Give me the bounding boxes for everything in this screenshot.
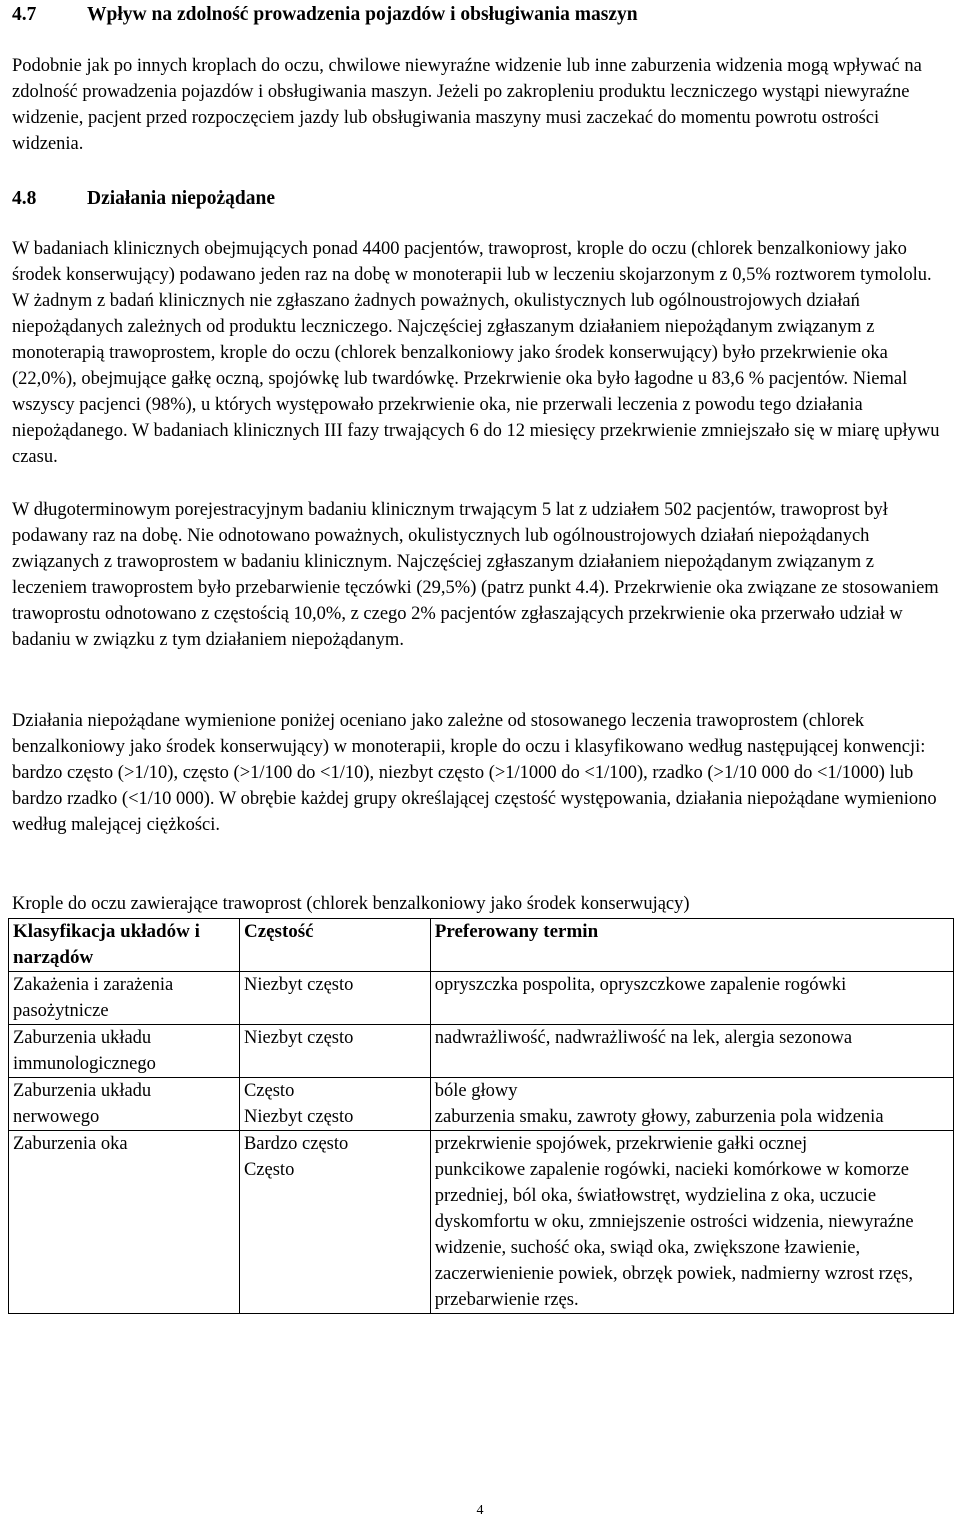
adverse-reactions-table (8, 918, 954, 1314)
term-value: zaburzenia smaku, zawroty głowy, zaburzenia pola widzenia (434, 1107, 884, 1127)
frequency-value: Często (243, 1081, 295, 1101)
section-number: 4.8 (12, 188, 37, 209)
term-value: bóle głowy (434, 1081, 518, 1101)
table-header-row (9, 919, 954, 972)
table-row (9, 1025, 954, 1078)
frequency-value: Niezbyt często (243, 1107, 354, 1127)
section-title: Wpływ na zdolność prowadzenia pojazdów i obsługiwania maszyn (87, 4, 638, 25)
section-title: Działania niepożądane (87, 188, 275, 209)
soc-cell: Zakażenia i zarażenia pasożytnicze (9, 972, 240, 1025)
frequency-cell (239, 1131, 430, 1314)
header-term: Preferowany termin (430, 919, 953, 972)
soc-cell: Zaburzenia układu nerwowego (9, 1078, 240, 1131)
section-number: 4.7 (12, 4, 37, 25)
adverse-effects-paragraph-2: W długoterminowym porejestracyjnym badaniu klinicznym trwającym 5 lat z udziałem 502 pacjentów, trawoprost był podawany raz na dobę. Nie odnotowano poważnych, okulistycznych lub ogólnoustrojowych działań niepożądanych związanych z trawoprostem w badaniu klinicznym. Najczęściej zgłaszanym działaniem niepożądanym związanym z leczeniem trawoprostem było przebarwienie tęczówki (29,5%) (patrz punkt 4.4). Przekrwienie oka związane ze stosowaniem trawoprostu odnotowano z częstością 10,0%, z czego 2% pacjentów zgłaszających przekrwienie oka przerwało udział w badaniu w związku z tym działaniem niepożądanym. (12, 500, 939, 650)
term-cell: nadwrażliwość, nadwrażliwość na lek, alergia sezonowa (430, 1025, 953, 1078)
term-value: punkcikowe zapalenie rogówki, nacieki komórkowe w komorze przedniej, ból oka, światłowstręt, wydzielina z oka, uczucie dyskomfortu w oku, zmniejszenie ostrości widzenia, niewyraźne widzenie, suchość oka, swiąd oka, zwiększone łzawienie, zaczerwienienie powiek, obrzęk powiek, nadmierny wzrost rzęs, przebarwienie rzęs. (434, 1160, 914, 1310)
frequency-cell: Niezbyt często (239, 1025, 430, 1078)
soc-cell: Zaburzenia oka (9, 1131, 240, 1314)
table-caption: Krople do oczu zawierające trawoprost (chlorek benzalkoniowy jako środek konserwujący) (12, 894, 690, 914)
table-row (9, 972, 954, 1025)
page-number: 4 (476, 1503, 484, 1518)
section-4-8-heading (12, 186, 275, 212)
table-row (9, 1078, 954, 1131)
term-value: przekrwienie spojówek, przekrwienie gałki ocznej (434, 1134, 808, 1154)
header-soc: Klasyfikacja układów i narządów (9, 919, 240, 972)
term-cell (430, 1078, 953, 1131)
frequency-cell (239, 1078, 430, 1131)
soc-cell: Zaburzenia układu immunologicznego (9, 1025, 240, 1078)
term-cell (430, 1131, 953, 1314)
adverse-effects-paragraph-3: Działania niepożądane wymienione poniżej oceniano jako zależne od stosowanego leczenia trawoprostem (chlorek benzalkoniowy jako środek konserwujący) w monoterapii, krople do oczu i klasyfikowano według następującej konwencji: bardzo często (>1/10), często (>1/100 do <1/10), niezbyt często (>1/1000 do <1/100), rzadko (>1/10 000 do <1/1000) lub bardzo rzadko (<1/10 000). W obrębie każdej grupy określającej częstość występowania, działania niepożądane wymieniono według malejącej ciężkości. (12, 711, 937, 835)
frequency-value: Często (243, 1160, 295, 1180)
header-frequency: Częstość (239, 919, 430, 972)
section-4-7-paragraph: Podobnie jak po innych kroplach do oczu, chwilowe niewyraźne widzenie lub inne zaburzenia widzenia mogą wpływać na zdolność prowadzenia pojazdów i obsługiwania maszyn. Jeżeli po zakropleniu produktu leczniczego wystąpi niewyraźne widzenie, pacjent przed rozpoczęciem jazdy lub obsługiwania maszyny musi zaczekać do momentu powrotu ostrości widzenia. (12, 56, 922, 154)
term-cell: opryszczka pospolita, opryszczkowe zapalenie rogówki (430, 972, 953, 1025)
table-row (9, 1131, 954, 1314)
adverse-effects-paragraph-1: W badaniach klinicznych obejmujących ponad 4400 pacjentów, trawoprost, krople do oczu (chlorek benzalkoniowy jako środek konserwujący) podawano jeden raz na dobę w monoterapii lub w leczeniu skojarzonym z 0,5% roztworem tymololu. W żadnym z badań klinicznych nie zgłaszano żadnych poważnych, okulistycznych lub ogólnoustrojowych działań niepożądanych zależnych od produktu leczniczego. Najczęściej zgłaszanym działaniem niepożądanym związanym z monoterapią trawoprostem, krople do oczu (chlorek benzalkoniowy jako środek konserwujący) było przekrwienie oka (22,0%), obejmujące gałkę oczną, spojówkę lub twardówkę. Przekrwienie oka było łagodne u 83,6 % pacjentów. Niemal wszyscy pacjenci (98%), u których występowało przekrwienie oka, nie przerwali leczenia z powodu tego działania niepożądanego. W badaniach klinicznych III fazy trwających 6 do 12 miesięcy przekrwienie zmniejszało się w miarę upływu czasu. (12, 239, 940, 467)
section-4-7-heading (12, 2, 638, 28)
frequency-value: Bardzo często (243, 1134, 349, 1154)
frequency-cell: Niezbyt często (239, 972, 430, 1025)
